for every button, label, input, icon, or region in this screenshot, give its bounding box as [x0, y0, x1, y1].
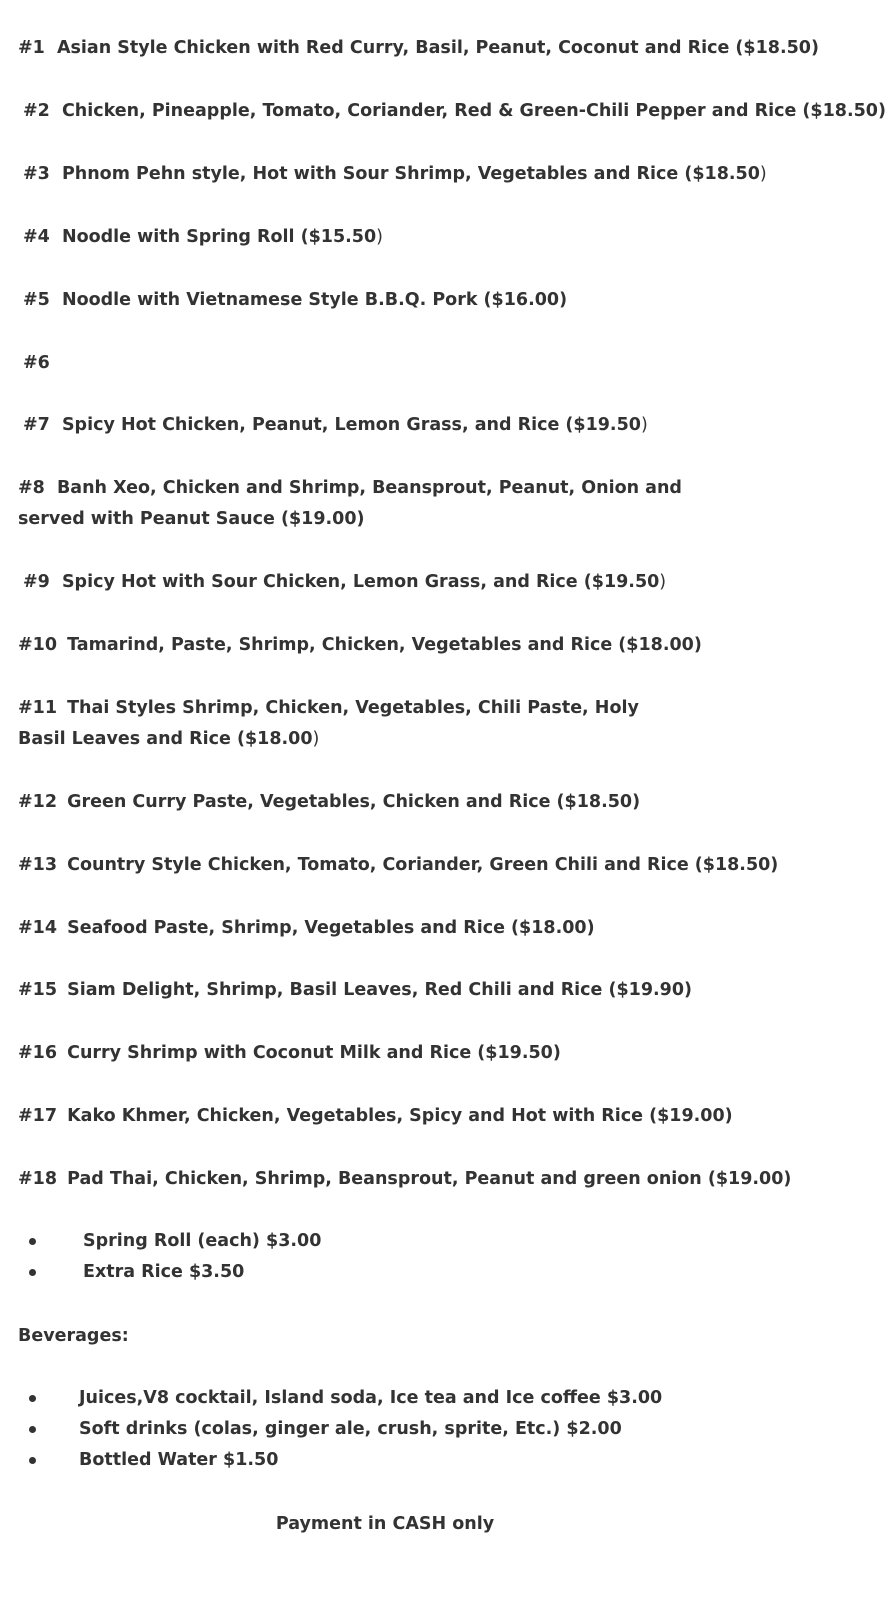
- closing-paren: ): [376, 227, 383, 247]
- menu-item-text: Green Curry Paste, Vegetables, Chicken and Rice ($18.50): [67, 792, 641, 812]
- menu-item-number: #13: [18, 855, 58, 875]
- menu-item-text: Pad Thai, Chicken, Shrimp, Beansprout, Peanut and green onion ($19.00): [67, 1169, 792, 1189]
- menu-item-text: Curry Shrimp with Coconut Milk and Rice ($19.50): [67, 1043, 561, 1063]
- menu-item-4: [23, 222, 768, 253]
- menu-item-17: [18, 1101, 763, 1132]
- closing-paren: ): [640, 415, 648, 435]
- menu-item-6: [23, 348, 768, 379]
- menu-item-number: #7: [23, 415, 50, 435]
- payment-note: Payment in CASH only: [275, 1514, 495, 1534]
- menu-item-number: #8: [18, 478, 45, 498]
- menu-item-5: [23, 285, 768, 316]
- bullet-icon: [29, 1269, 36, 1276]
- menu-item-3: [23, 159, 768, 190]
- menu-item-text: Spicy Hot with Sour Chicken, Lemon Grass, and Rice ($19.50: [61, 572, 660, 592]
- menu-item-number: #2: [23, 101, 50, 121]
- bullet-icon: [29, 1395, 36, 1402]
- menu-item-number: #5: [23, 290, 50, 310]
- beverage-item-text: Soft drinks (colas, ginger ale, crush, sprite, Etc.) $2.00: [79, 1419, 622, 1439]
- closing-paren: ): [759, 164, 767, 184]
- list-item: [0, 1257, 785, 1288]
- menu-item-number: #17: [18, 1106, 58, 1126]
- menu-item-text: Asian Style Chicken with Red Curry, Basil, Peanut, Coconut and Rice ($18.50): [56, 38, 819, 58]
- extras-list: [0, 1226, 785, 1288]
- menu-item-8: [18, 473, 698, 535]
- menu-item-text: Siam Delight, Shrimp, Basil Leaves, Red Chili and Rice ($19.90): [67, 980, 693, 1000]
- menu-item-7: [23, 410, 768, 441]
- menu-item-number: #4: [23, 227, 50, 247]
- menu-item-text: Kako Khmer, Chicken, Vegetables, Spicy and Hot with Rice ($19.00): [67, 1106, 733, 1126]
- menu-item-14: [18, 913, 763, 944]
- menu-item-number: #9: [23, 572, 50, 592]
- menu-item-number: #10: [18, 635, 58, 655]
- bullet-icon: [29, 1426, 36, 1433]
- menu-item-text: Country Style Chicken, Tomato, Coriander, Green Chili and Rice ($18.50): [67, 855, 779, 875]
- beverage-item-text: Juices,V8 cocktail, Island soda, Ice tea and Ice coffee $3.00: [79, 1388, 663, 1408]
- menu-item-18: [18, 1164, 792, 1195]
- menu-item-9: [23, 567, 768, 598]
- list-item: [0, 1414, 785, 1445]
- menu-item-number: #15: [18, 980, 58, 1000]
- menu-item-1: [18, 33, 819, 64]
- menu-item-16: [18, 1038, 763, 1069]
- beverages-list: [0, 1383, 785, 1476]
- menu-item-13: [18, 850, 779, 881]
- menu-item-text: Phnom Pehn style, Hot with Sour Shrimp, Vegetables and Rice ($18.50: [61, 164, 760, 184]
- menu-item-text: Thai Styles Shrimp, Chicken, Vegetables, Chili Paste, Holy Basil Leaves and Rice ($18.00: [18, 698, 639, 749]
- list-item: [0, 1445, 785, 1476]
- menu-item-text: Spicy Hot Chicken, Peanut, Lemon Grass, and Rice ($19.50: [61, 415, 641, 435]
- beverages-heading: Beverages:: [18, 1326, 129, 1346]
- bullet-icon: [29, 1457, 36, 1464]
- menu-item-2: [23, 96, 886, 127]
- menu-item-number: #1: [18, 38, 45, 58]
- menu-item-number: #18: [18, 1169, 58, 1189]
- menu-item-15: [18, 975, 763, 1006]
- menu-item-12: [18, 787, 763, 818]
- closing-paren: ): [659, 572, 667, 592]
- menu-item-text: Noodle with Vietnamese Style B.B.Q. Pork ($16.00): [61, 290, 568, 310]
- menu-item-10: [18, 630, 763, 661]
- menu-item-text: Noodle with Spring Roll ($15.50: [61, 227, 377, 247]
- bullet-icon: [29, 1238, 36, 1245]
- menu-item-text: Banh Xeo, Chicken and Shrimp, Beansprout, Peanut, Onion and served with Peanut Sauce ($19.00): [18, 478, 682, 529]
- menu-item-number: #12: [18, 792, 58, 812]
- list-item: [0, 1383, 785, 1414]
- extra-item-text: Extra Rice $3.50: [83, 1262, 245, 1282]
- menu-item-text: Tamarind, Paste, Shrimp, Chicken, Vegetables and Rice ($18.00): [67, 635, 702, 655]
- menu-item-number: #11: [18, 698, 58, 718]
- menu-item-number: #16: [18, 1043, 58, 1063]
- menu-item-number: #3: [23, 164, 50, 184]
- menu-item-number: #14: [18, 918, 58, 938]
- menu-item-text: Seafood Paste, Shrimp, Vegetables and Rice ($18.00): [67, 918, 595, 938]
- beverage-item-text: Bottled Water $1.50: [79, 1450, 279, 1470]
- list-item: [0, 1226, 785, 1257]
- closing-paren: ): [312, 729, 320, 749]
- menu-item-text: Chicken, Pineapple, Tomato, Coriander, Red & Green-Chili Pepper and Rice ($18.50): [61, 101, 886, 121]
- menu-item-number: #6: [23, 353, 50, 373]
- menu-item-11: [18, 693, 658, 755]
- extra-item-text: Spring Roll (each) $3.00: [83, 1231, 322, 1251]
